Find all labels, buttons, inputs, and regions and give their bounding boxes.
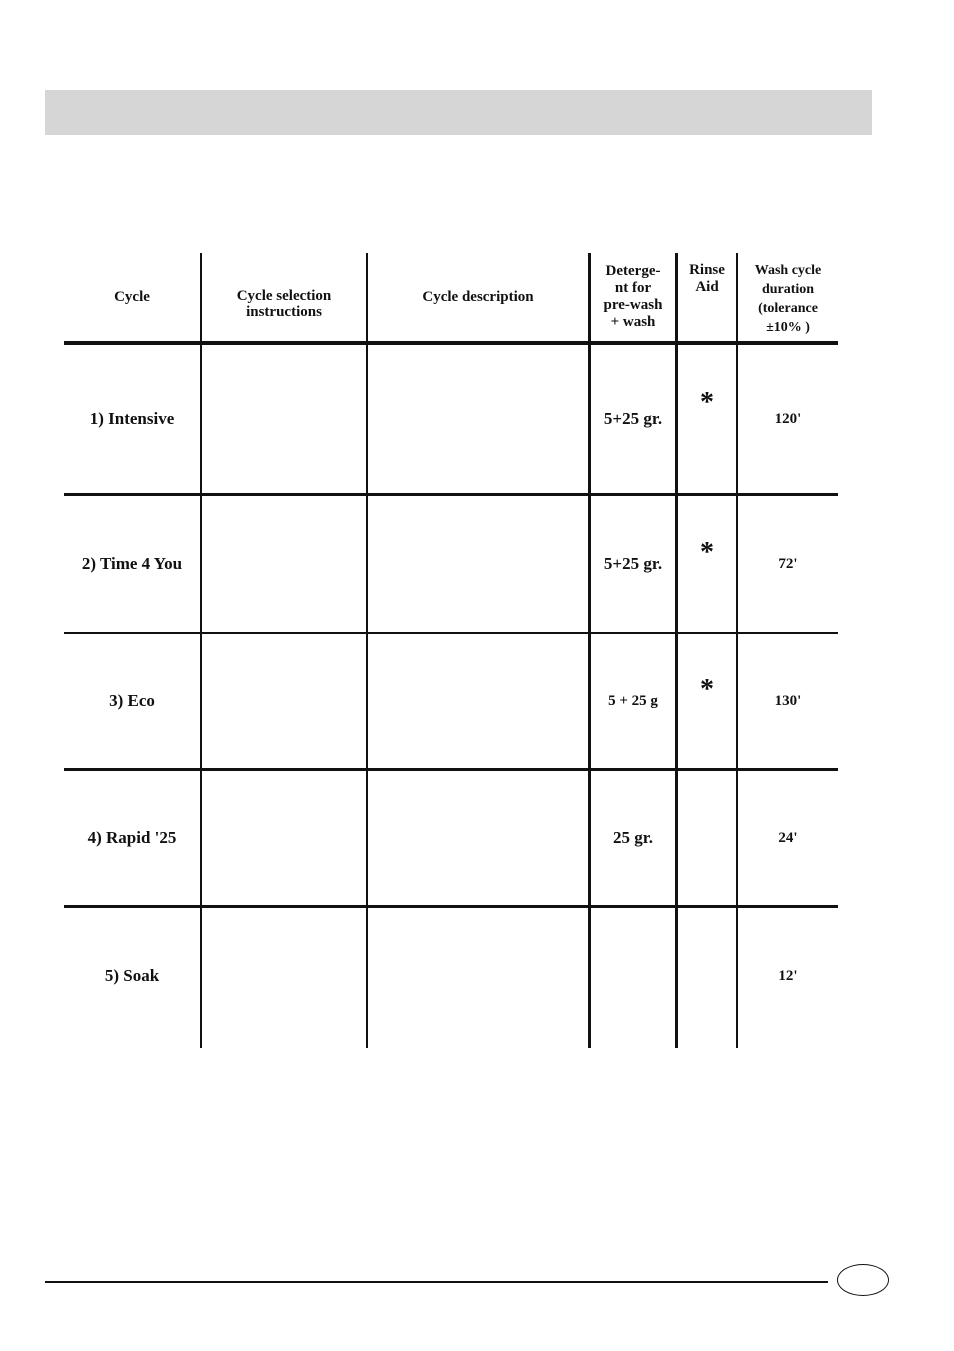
- row-5-cycle: 5) Soak: [104, 966, 160, 985]
- footer-rule: [45, 1281, 828, 1283]
- row-4-cycle: 4) Rapid '25: [87, 828, 177, 847]
- header-selection: [202, 267, 366, 341]
- header-detergent-line1: Deterge-: [605, 263, 661, 279]
- header-rinse-line2: Aid: [695, 279, 719, 295]
- row-2-rinse: *: [700, 537, 714, 568]
- row-2-cycle: 2) Time 4 You: [81, 554, 183, 573]
- header-cycle: [64, 253, 200, 341]
- row-4-duration: 24': [778, 829, 798, 846]
- row-5-duration: 12': [778, 967, 798, 984]
- header-duration: [738, 259, 838, 339]
- header-description-text: Cycle description: [422, 289, 534, 305]
- column-divider: [200, 253, 202, 1048]
- header-description: [368, 253, 588, 341]
- header-detergent-line4: + wash: [610, 314, 656, 330]
- row-3-cycle: 3) Eco: [109, 691, 155, 710]
- header-band: [45, 90, 872, 135]
- wash-cycle-table: [64, 253, 838, 1048]
- row-2-duration: 72': [778, 555, 798, 572]
- header-selection-line1: Cycle selection: [236, 288, 332, 304]
- row-3-rinse: *: [700, 674, 714, 705]
- header-duration-line1: Wash cycle: [754, 263, 822, 278]
- row-1-duration: 120': [774, 410, 802, 427]
- header-selection-line2: instructions: [246, 304, 322, 320]
- row-4-rinse: [678, 771, 736, 905]
- header-duration-line4: ±10% ): [766, 320, 810, 335]
- header-duration-line2: duration: [761, 282, 815, 297]
- row-1-detergent: 5+25 gr.: [603, 409, 663, 428]
- row-1-cycle: 1) Intensive: [89, 409, 175, 428]
- header-detergent-line3: pre-wash: [603, 297, 663, 313]
- row-5-rinse: [678, 908, 736, 1044]
- header-cycle-text: Cycle: [114, 289, 150, 305]
- header-duration-line3: (tolerance: [758, 301, 818, 316]
- header-rinse-line1: Rinse: [689, 262, 725, 278]
- row-3-duration: 130': [774, 692, 802, 709]
- row-2-detergent: 5+25 gr.: [603, 554, 663, 573]
- row-4-detergent: 25 gr.: [613, 828, 653, 847]
- column-divider: [366, 253, 368, 1048]
- header-detergent-line2: nt for: [614, 280, 652, 296]
- row-1-rinse: *: [700, 387, 714, 418]
- row-3-detergent: 5 + 25 g: [608, 692, 658, 709]
- page-number-oval: [837, 1264, 889, 1296]
- row-5-detergent: [591, 908, 675, 1044]
- header-rinse: [678, 261, 736, 297]
- header-detergent: [591, 261, 675, 333]
